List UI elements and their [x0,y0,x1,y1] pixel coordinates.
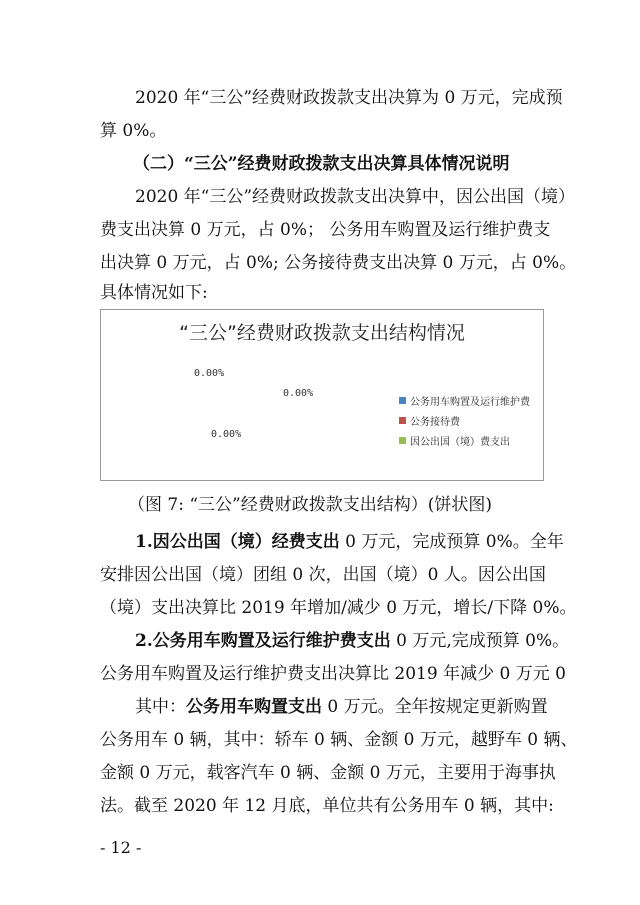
para-line [135,530,564,554]
para-line: 金额 0 万元，载客汽车 0 辆、金额 0 万元，主要用于海事执 [100,763,556,783]
para-line: 算 0%。 [100,121,167,141]
item-title: 公务用车购置支出 [186,697,322,717]
item-text: 0 万元。全年按规定更新购置 [322,697,548,717]
para-line: 公务用车购置及运行维护费支出决算比 2019 年减少 0 万元 0 [100,664,566,684]
legend-item [399,410,530,430]
para-line: 安排因公出国（境）团组 0 次，出国（境）0 人。因公出国 [100,565,546,585]
item-title: 2.公务用车购置及运行维护费支出 [135,631,391,651]
para-line: 2020 年“三公”经费财政拨款支出决算为 0 万元，完成预 [135,88,563,108]
section-heading: （二）“三公”经费财政拨款支出决算具体情况说明 [133,154,510,174]
page-number: - 12 - [100,838,142,857]
item-title: 1.因公出国（境）经费支出 [135,532,340,552]
legend-label: 因公出国（境）费支出 [410,436,510,448]
para-line: 法。截至 2020 年 12 月底，单位共有公务用车 0 辆，其中: [100,796,554,816]
para-line [135,695,548,719]
legend-label: 公务接待费 [410,416,460,428]
legend-swatch-0 [399,397,406,404]
data-label-1: 0.00% [283,388,314,399]
legend-swatch-2 [399,437,406,444]
para-line [135,629,569,653]
item-text: 0 万元,完成预算 0%。 [390,631,570,651]
data-label-2: 0.00% [211,429,242,440]
legend-label: 公务用车购置及运行维护费 [410,396,530,408]
pie-chart [100,309,544,481]
para-line: 具体情况如下: [100,283,208,303]
para-line: （境）支出决算比 2019 年增加/减少 0 万元，增长/下降 0%。 [100,598,577,618]
para-line: 2020 年“三公”经费财政拨款支出决算中，因公出国（境） [135,187,576,207]
legend-item [399,390,530,410]
chart-title: “三公”经费财政拨款支出结构情况 [179,322,465,344]
legend-swatch-1 [399,417,406,424]
para-line: 出决算 0 万元，占 0%; 公务接待费支出决算 0 万元，占 0%。 [100,253,577,273]
chart-legend [399,390,530,450]
figure-caption: （图 7: “三公”经费财政拨款支出结构）(饼状图) [128,495,492,515]
legend-item [399,430,530,450]
para-line: 费支出决算 0 万元，占 0%； 公务用车购置及运行维护费支 [100,220,551,240]
item-prefix: 其中： [135,697,186,717]
item-text: 0 万元，完成预算 0%。全年 [339,532,564,552]
para-line: 公务用车 0 辆，其中：轿车 0 辆、金额 0 万元，越野车 0 辆、 [100,730,578,750]
data-label-0: 0.00% [194,368,225,379]
